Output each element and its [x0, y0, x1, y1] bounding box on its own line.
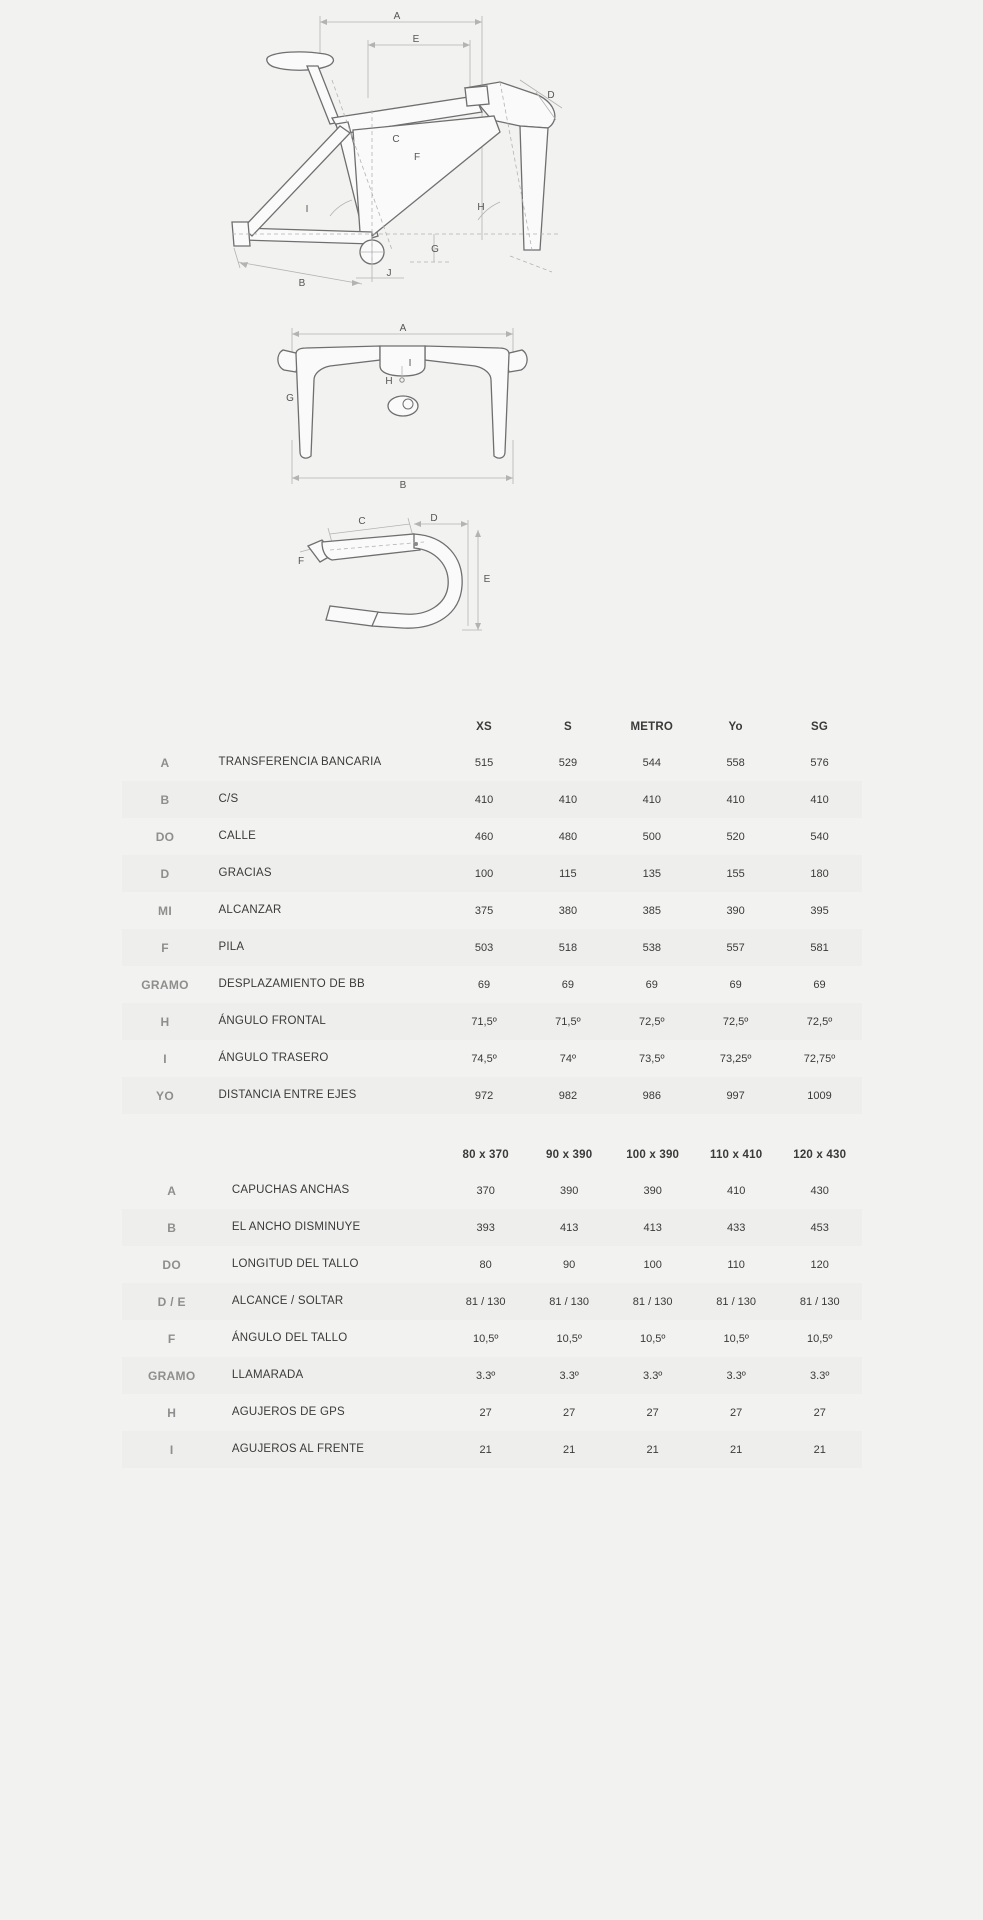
- label-b: B: [399, 480, 407, 491]
- label-f: F: [297, 556, 305, 567]
- row-code: MI: [158, 903, 172, 918]
- header-size-xs: XS: [476, 721, 492, 733]
- label-i: I: [408, 358, 412, 369]
- handlebar-top-diagram-block: [0, 320, 983, 510]
- label-d: D: [430, 513, 438, 524]
- row-code: YO: [156, 1088, 174, 1103]
- dimension-e-side: [462, 530, 491, 630]
- row-value: 27: [563, 1406, 576, 1419]
- saddle-shape: [267, 52, 334, 70]
- row-value: 90: [563, 1258, 576, 1271]
- label-i: I: [305, 204, 309, 215]
- label-a: A: [399, 323, 407, 334]
- table-row: [122, 1077, 862, 1114]
- row-value: 72,5º: [722, 1015, 749, 1028]
- table-row: [122, 1357, 862, 1394]
- label-c: C: [358, 516, 366, 527]
- row-code: D / E: [157, 1294, 186, 1309]
- header-size-80x370: 80 x 370: [462, 1149, 509, 1161]
- row-value: 503: [474, 941, 494, 954]
- row-value: 515: [474, 756, 494, 769]
- row-code: D: [160, 866, 170, 881]
- header-size-xl: SG: [811, 721, 829, 733]
- row-value: 10,5º: [556, 1332, 582, 1345]
- table-header-row: [122, 710, 862, 744]
- row-value: 410: [642, 793, 661, 806]
- header-size-s: S: [563, 721, 572, 733]
- row-value: 69: [813, 978, 826, 991]
- row-value: 538: [642, 941, 661, 954]
- row-value: 72,5º: [806, 1015, 833, 1028]
- table-row: [122, 1394, 862, 1431]
- header-size-m: METRO: [630, 721, 674, 733]
- row-value: 540: [810, 830, 829, 843]
- row-value: 21: [813, 1443, 826, 1456]
- row-value: 430: [810, 1184, 829, 1197]
- seatpost-shape: [307, 66, 340, 124]
- header-code: [122, 1138, 222, 1172]
- row-code: A: [160, 755, 170, 770]
- header-size-110x410: 110 x 410: [710, 1149, 763, 1161]
- dimension-j: [356, 264, 404, 282]
- row-value: 81 / 130: [716, 1295, 757, 1308]
- row-value: 453: [810, 1221, 829, 1234]
- row-value: 982: [558, 1089, 578, 1102]
- chainstay-shape: [243, 228, 372, 244]
- row-value: 135: [642, 867, 661, 880]
- row-value: 410: [726, 1184, 746, 1197]
- row-name: ALCANZAR: [218, 903, 282, 916]
- row-value: 529: [558, 756, 578, 769]
- row-value: 997: [726, 1089, 745, 1102]
- label-b: B: [298, 278, 306, 289]
- angle-arc-i: [330, 200, 352, 216]
- row-code: H: [167, 1405, 177, 1420]
- label-c: C: [392, 134, 400, 145]
- table-row: [122, 855, 862, 892]
- row-value: 115: [559, 867, 577, 880]
- row-name: GRACIAS: [218, 866, 272, 879]
- label-h: H: [477, 202, 485, 213]
- row-value: 100: [643, 1258, 662, 1271]
- table-header-row: [122, 1138, 862, 1172]
- row-value: 155: [726, 867, 745, 880]
- row-name: CALLE: [218, 829, 256, 842]
- row-value: 410: [474, 793, 494, 806]
- row-value: 500: [642, 830, 661, 843]
- row-value: 10,5º: [472, 1332, 499, 1345]
- row-value: 21: [563, 1443, 576, 1456]
- row-code: B: [167, 1220, 177, 1235]
- row-code: F: [161, 940, 169, 955]
- row-value: 410: [558, 793, 578, 806]
- table-row: [122, 1431, 862, 1468]
- row-name: C/S: [218, 792, 239, 805]
- row-code: I: [163, 1051, 167, 1066]
- bicycle-frame-geometry-diagram: [0, 0, 983, 320]
- row-value: 520: [726, 830, 745, 843]
- label-a: A: [393, 11, 401, 22]
- row-code: DO: [155, 829, 175, 844]
- row-value: 81 / 130: [632, 1295, 673, 1308]
- row-name: ALCANCE / SOLTAR: [231, 1294, 344, 1307]
- row-name: CAPUCHAS ANCHAS: [231, 1183, 350, 1196]
- row-value: 69: [729, 978, 742, 991]
- row-value: 71,5º: [471, 1015, 497, 1028]
- row-value: 395: [810, 904, 829, 917]
- row-value: 380: [558, 904, 578, 917]
- table-row: [122, 1003, 862, 1040]
- row-value: 390: [643, 1184, 662, 1197]
- row-value: 72,5º: [639, 1015, 665, 1028]
- down-tube-shape: [353, 116, 500, 236]
- handlebar-geometry-table-wrap: [122, 1138, 862, 1468]
- label-g: G: [431, 244, 439, 255]
- row-value: 81 / 130: [549, 1295, 590, 1308]
- row-value: 81 / 130: [799, 1295, 840, 1308]
- row-name: AGUJEROS AL FRENTE: [231, 1442, 365, 1455]
- row-value: 3.3º: [559, 1369, 579, 1382]
- row-name: ÁNGULO TRASERO: [218, 1051, 329, 1064]
- row-value: 576: [810, 756, 829, 769]
- row-name: DESPLAZAMIENTO DE BB: [218, 977, 365, 990]
- header-name: [222, 1138, 444, 1172]
- label-e: E: [483, 574, 491, 585]
- row-value: 81 / 130: [465, 1295, 506, 1308]
- stem-bar-shape: [308, 534, 462, 628]
- dimension-b-bar: [292, 440, 513, 491]
- row-value: 480: [558, 830, 578, 843]
- row-code: H: [160, 1014, 170, 1029]
- row-value: 370: [476, 1184, 495, 1197]
- row-value: 385: [642, 904, 661, 917]
- handlebar-shape: [278, 346, 527, 458]
- table-row: [122, 929, 862, 966]
- row-value: 73,5º: [639, 1052, 665, 1065]
- row-name: AGUJEROS DE GPS: [231, 1405, 345, 1418]
- row-value: 69: [561, 978, 575, 991]
- row-value: 544: [642, 756, 661, 769]
- row-value: 3.3º: [810, 1369, 830, 1382]
- handlebar-top-view-diagram: [0, 320, 983, 510]
- row-value: 21: [646, 1443, 659, 1456]
- row-value: 433: [726, 1221, 746, 1234]
- row-value: 986: [642, 1089, 661, 1102]
- row-name: PILA: [218, 940, 245, 953]
- row-code: I: [169, 1442, 174, 1457]
- row-value: 3.3º: [643, 1369, 663, 1382]
- header-size-100x390: 100 x 390: [626, 1149, 680, 1161]
- row-value: 120: [810, 1258, 829, 1271]
- table-row: [122, 1040, 862, 1077]
- row-value: 73,25º: [719, 1052, 752, 1065]
- header-code: [122, 710, 209, 744]
- frame-geometry-table: [122, 710, 862, 1114]
- row-value: 180: [810, 867, 829, 880]
- row-value: 27: [730, 1406, 743, 1419]
- header-size-90x390: 90 x 390: [545, 1149, 593, 1161]
- row-value: 460: [474, 830, 494, 843]
- frame-diagram-block: [0, 0, 983, 320]
- row-value: 518: [558, 941, 578, 954]
- row-value: 69: [477, 978, 491, 991]
- table-row: [122, 1320, 862, 1357]
- row-code: GRAMO: [147, 1368, 196, 1383]
- row-value: 27: [646, 1406, 659, 1419]
- row-name: ÁNGULO DEL TALLO: [231, 1331, 348, 1344]
- table-row: [122, 1283, 862, 1320]
- row-value: 100: [474, 867, 494, 880]
- row-value: 21: [479, 1443, 492, 1456]
- row-value: 74,5º: [471, 1052, 497, 1065]
- label-h: H: [385, 376, 393, 387]
- handlebar-geometry-table: [122, 1138, 862, 1468]
- row-value: 972: [474, 1089, 494, 1102]
- row-name: LLAMARADA: [231, 1368, 304, 1381]
- row-value: 21: [730, 1443, 743, 1456]
- row-value: 69: [645, 978, 658, 991]
- table-row: [122, 781, 862, 818]
- row-value: 557: [726, 941, 745, 954]
- label-g: G: [286, 393, 294, 404]
- handlebar-side-view-diagram: [0, 510, 983, 670]
- row-code: GRAMO: [141, 977, 189, 992]
- row-value: 27: [479, 1406, 492, 1419]
- row-value: 1009: [807, 1089, 832, 1102]
- row-value: 558: [726, 756, 745, 769]
- row-value: 413: [643, 1221, 662, 1234]
- table-row: [122, 818, 862, 855]
- row-code: F: [167, 1331, 176, 1346]
- row-name: EL ANCHO DISMINUYE: [231, 1220, 361, 1233]
- label-e: E: [412, 34, 420, 45]
- table-row: [122, 1246, 862, 1283]
- row-name: TRANSFERENCIA BANCARIA: [218, 755, 382, 768]
- row-name: LONGITUD DEL TALLO: [231, 1257, 359, 1270]
- label-d: D: [547, 90, 555, 101]
- row-value: 80: [479, 1258, 492, 1271]
- row-code: DO: [162, 1257, 182, 1272]
- stem-shape: [465, 86, 489, 106]
- table-row: [122, 1172, 862, 1209]
- row-value: 375: [474, 904, 494, 917]
- header-name: [209, 710, 443, 744]
- table-row: [122, 1209, 862, 1246]
- header-size-l: Yo: [728, 721, 743, 733]
- frame-geometry-table-wrap: [122, 710, 862, 1114]
- row-value: 10,5º: [806, 1332, 833, 1345]
- label-f: F: [413, 152, 421, 163]
- table-row: [122, 892, 862, 929]
- handlebar-side-diagram-block: [0, 510, 983, 670]
- row-value: 410: [810, 793, 829, 806]
- row-value: 3.3º: [726, 1369, 746, 1382]
- row-value: 72,75º: [803, 1052, 836, 1065]
- fork-shape: [520, 126, 548, 250]
- front-guide: [510, 256, 552, 272]
- row-value: 71,5º: [555, 1015, 581, 1028]
- table-row: [122, 744, 862, 781]
- row-value: 3.3º: [476, 1369, 496, 1382]
- row-value: 390: [726, 904, 745, 917]
- row-value: 27: [813, 1406, 826, 1419]
- row-name: DISTANCIA ENTRE EJES: [218, 1088, 357, 1101]
- row-name: ÁNGULO FRONTAL: [218, 1014, 326, 1027]
- table-row: [122, 966, 862, 1003]
- row-value: 10,5º: [723, 1332, 749, 1345]
- dimension-g: [410, 234, 450, 262]
- row-value: 581: [810, 941, 829, 954]
- row-code: A: [167, 1183, 177, 1198]
- row-value: 10,5º: [639, 1332, 666, 1345]
- row-value: 413: [559, 1221, 579, 1234]
- row-value: 390: [559, 1184, 579, 1197]
- dimension-b: [234, 248, 362, 289]
- row-value: 110: [727, 1258, 745, 1271]
- dimension-e: [368, 34, 470, 100]
- row-code: B: [160, 792, 170, 807]
- row-value: 74º: [559, 1052, 577, 1065]
- row-value: 410: [726, 793, 745, 806]
- header-size-120x430: 120 x 430: [793, 1149, 847, 1161]
- label-j: J: [386, 268, 392, 279]
- row-value: 393: [476, 1221, 495, 1234]
- seatstay-shape: [243, 126, 350, 236]
